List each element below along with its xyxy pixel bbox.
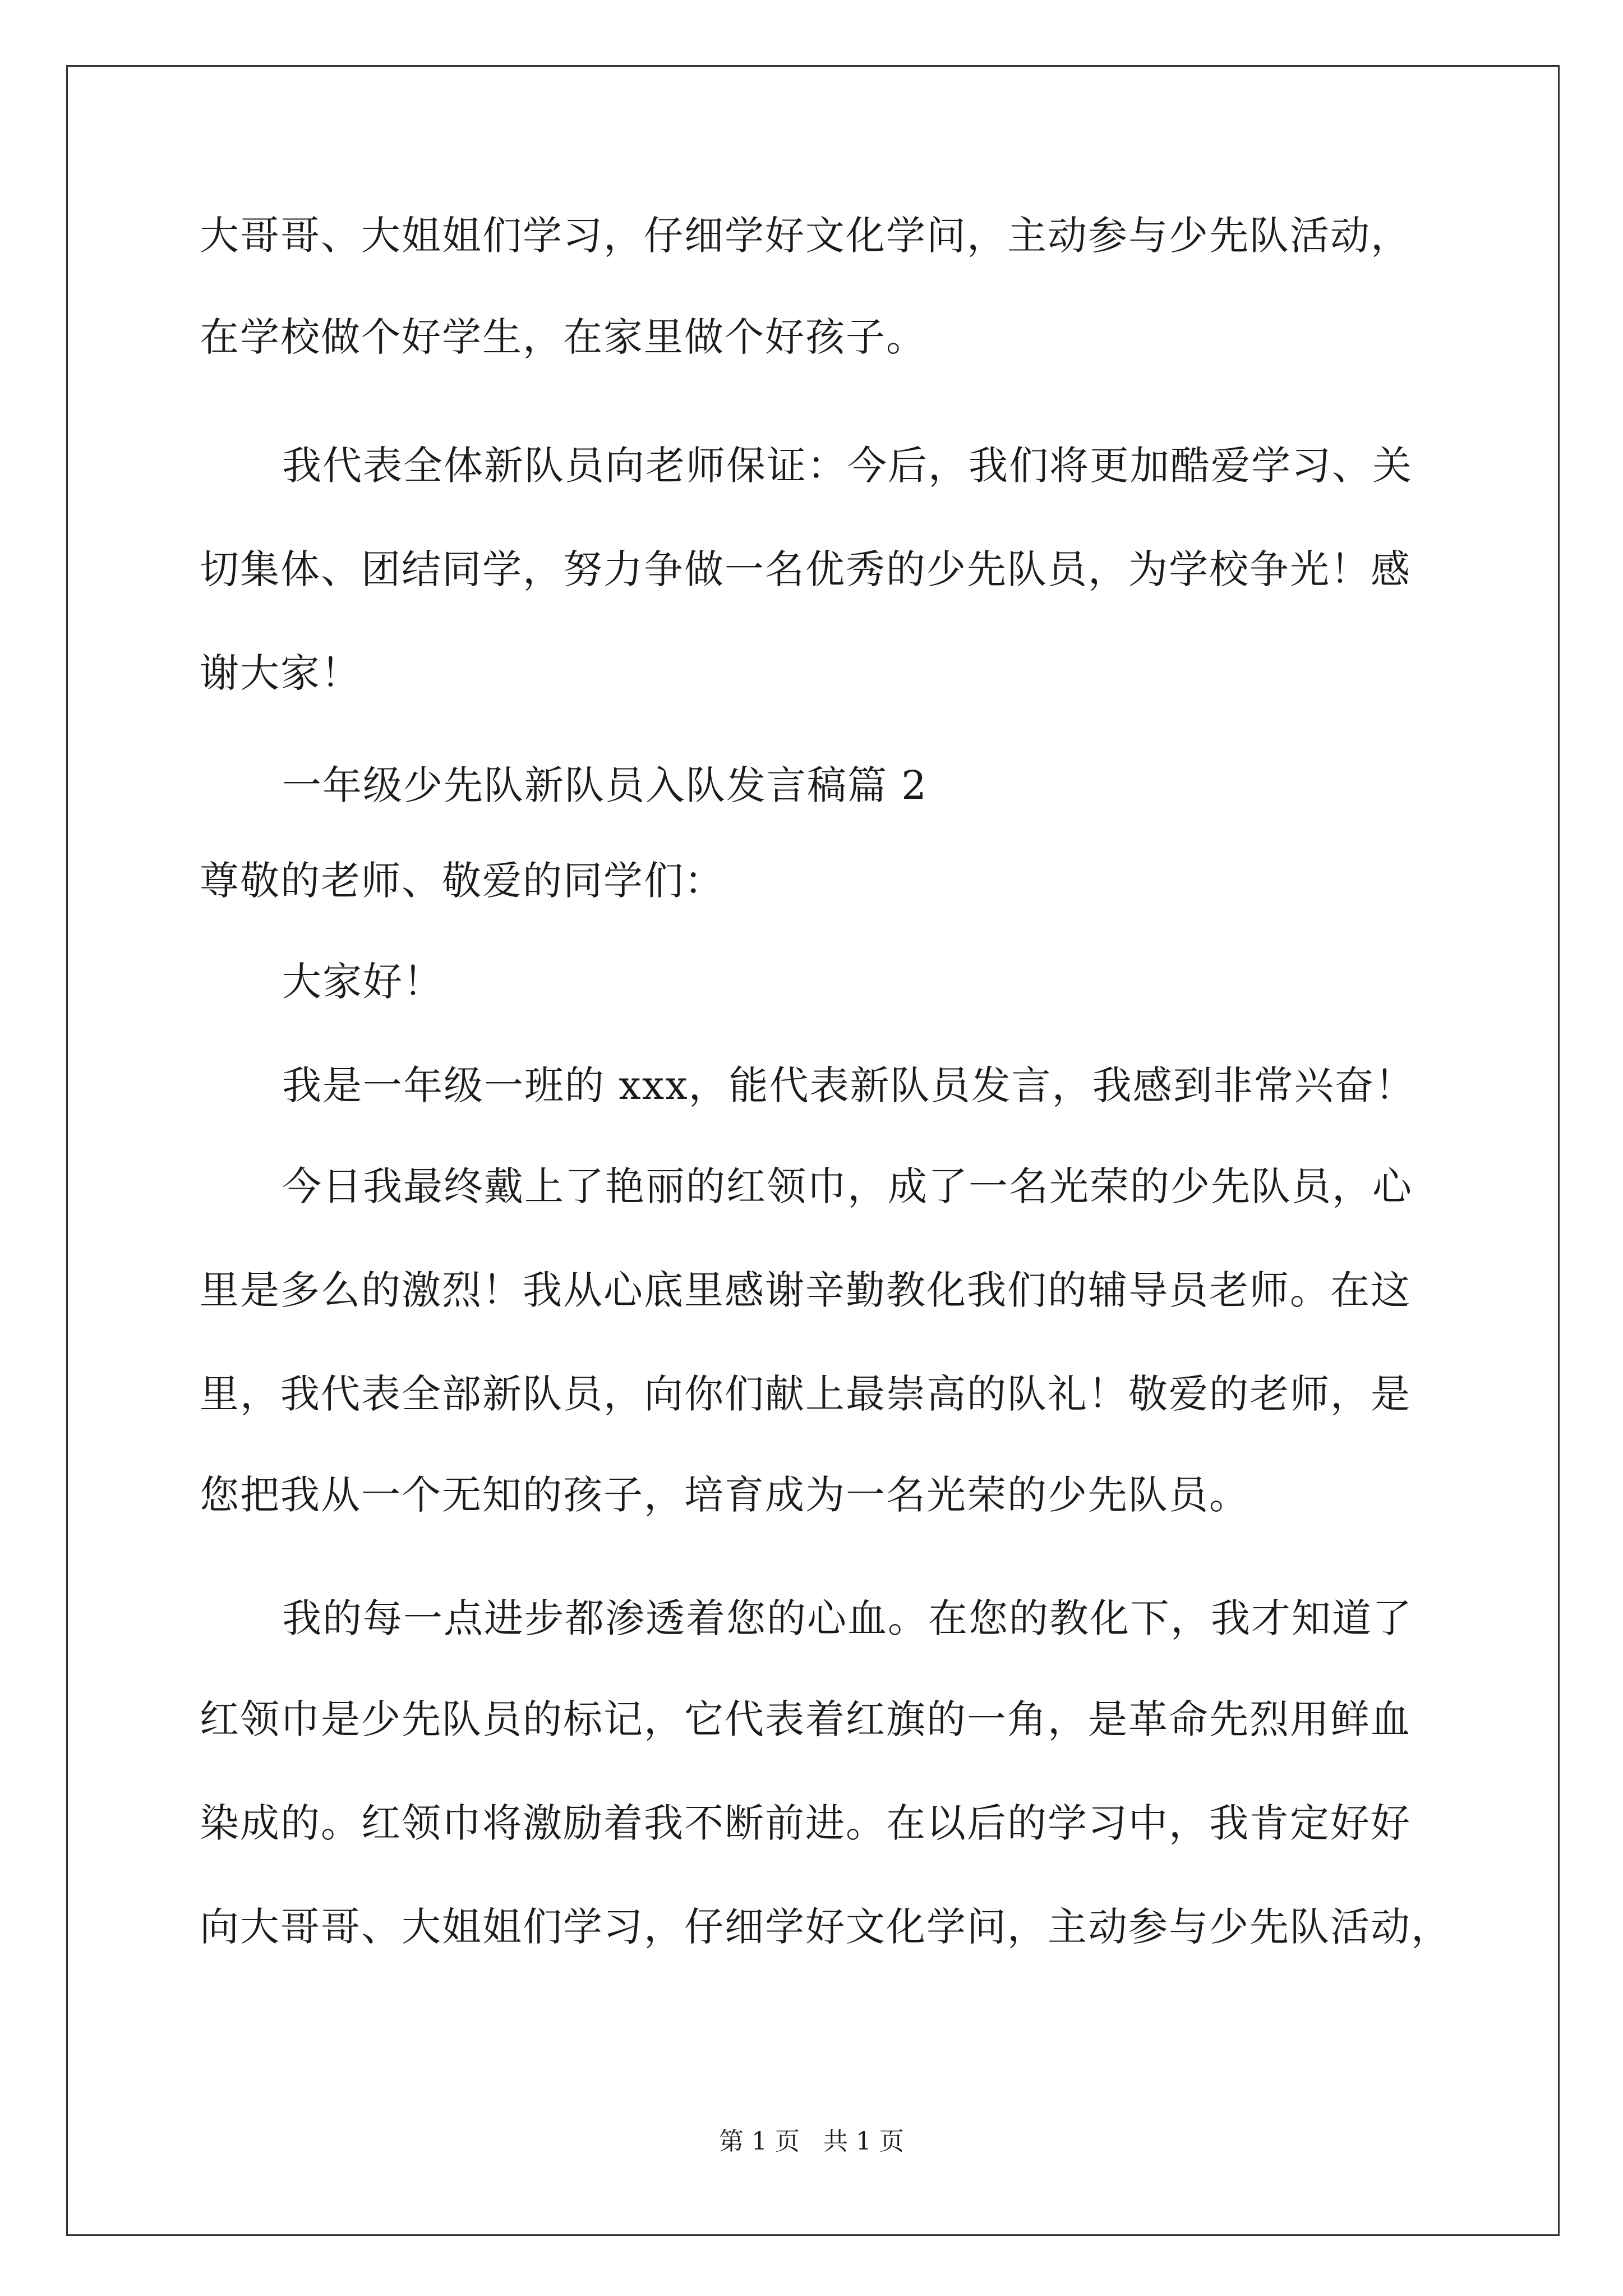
text-line-14: 我的每一点进步都渗透着您的心血。在您的教化下，我才知道了	[282, 1595, 1413, 1641]
text-line-16: 染成的。红领巾将激励着我不断前进。在以后的学习中，我肯定好好	[200, 1800, 1411, 1846]
text-line-17: 向大哥哥、大姐姐们学习，仔细学好文化学问，主动参与少先队活动，	[200, 1904, 1451, 1950]
text-line-11: 里是多么的激烈！我从心底里感谢辛勤教化我们的辅导员老师。在这	[200, 1267, 1411, 1313]
text-line-4: 切集体、团结同学，努力争做一名优秀的少先队员，为学校争光！感	[200, 546, 1411, 592]
text-line-15: 红领巾是少先队员的标记，它代表着红旗的一角，是革命先烈用鲜血	[200, 1696, 1411, 1742]
text-line-2: 在学校做个好学生，在家里做个好孩子。	[200, 314, 926, 360]
text-line-12: 里，我代表全部新队员，向你们献上最崇高的队礼！敬爱的老师，是	[200, 1371, 1411, 1417]
text-line-5: 谢大家！	[200, 650, 361, 696]
text-line-10: 今日我最终戴上了艳丽的红领巾，成了一名光荣的少先队员，心	[282, 1163, 1413, 1209]
salutation: 尊敬的老师、敬爱的同学们：	[200, 858, 725, 904]
text-line-13: 您把我从一个无知的孩子，培育成为一名光荣的少先队员。	[200, 1472, 1249, 1518]
section-heading: 一年级少先队新队员入队发言稿篇 2	[282, 762, 928, 808]
text-line-3: 我代表全体新队员向老师保证：今后，我们将更加酷爱学习、关	[282, 443, 1413, 489]
text-line-9: 我是一年级一班的 xxx，能代表新队员发言，我感到非常兴奋！	[282, 1062, 1415, 1108]
page-number-footer: 第 1 页 共 1 页	[719, 2127, 904, 2156]
text-line-1: 大哥哥、大姐姐们学习，仔细学好文化学问，主动参与少先队活动，	[200, 213, 1411, 259]
greeting: 大家好！	[282, 959, 444, 1005]
